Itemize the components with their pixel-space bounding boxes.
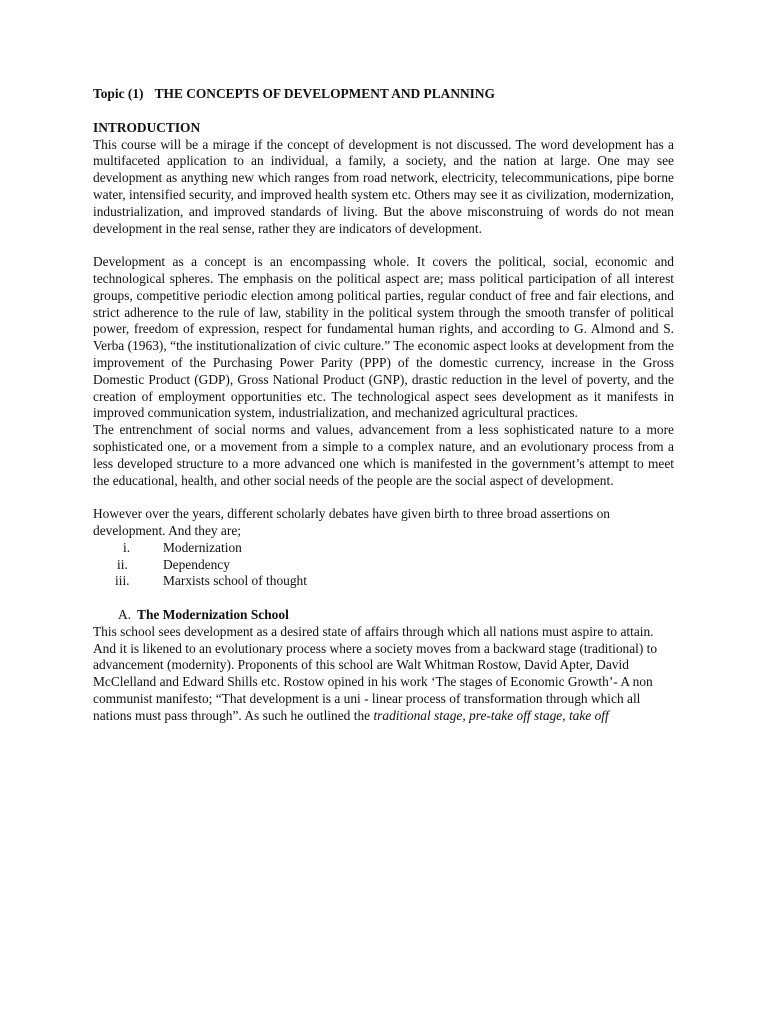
section-a-body — [93, 624, 674, 725]
topic-heading — [93, 86, 674, 103]
list-item-number: ii. — [117, 556, 128, 572]
list-item-label: Dependency — [163, 556, 230, 572]
section-a-body-italic: traditional stage, pre-take off stage, take off — [373, 707, 609, 723]
list-item-number: i. — [123, 539, 131, 555]
list-item — [93, 573, 674, 590]
section-a-letter: A. — [118, 606, 132, 622]
list-item-number: iii. — [115, 573, 130, 589]
section-a-body-text: This school sees development as a desired state of affairs through which all nations must aspire to attain. And it is likened to an evolutionary process where a society moves from a backward stage (traditional) to advancement (modernity). Proponents of this school are Walt Whitman Rostow, David Apter, David McClelland and Edward Shills etc. Rostow opined in his work ‘The stages of Economic Growth’- A non communist manifesto; “That development is a uni - linear process of transformation through which all nations must pass through”. As such he outlined the — [93, 623, 658, 723]
list-item — [93, 540, 674, 557]
list-item — [93, 557, 674, 574]
section-a-title: The Modernization School — [137, 606, 289, 622]
document-page — [93, 86, 674, 724]
paragraph-intro: This course will be a mirage if the concept of development is not discussed. The word development has a multifaceted application to an individual, a family, a society, and the nation at large. One may see development as anything new which ranges from road network, electricity, telecommunications, pipe borne water, intensified security, and improved health system etc. Others may see it as civilization, modernization, industrialization, and improved standards of living. But the above misconstruing of words do not mean development in the real sense, rather they are indicators of development. — [93, 136, 674, 236]
topic-number: Topic (1) — [93, 86, 144, 101]
schools-list — [93, 540, 674, 590]
introduction-heading: INTRODUCTION — [93, 119, 201, 135]
list-item-label: Marxists school of thought — [163, 573, 307, 589]
section-a-heading — [93, 607, 674, 624]
paragraph-assertions: However over the years, different scholarly debates have given birth to three broad assertions on development. And they are; — [93, 506, 610, 538]
paragraph-social: The entrenchment of social norms and values, advancement from a less sophisticated nature to a more sophisticated one, or a movement from a simple to a complex nature, and an evolutionary process from a less developed structure to a more advanced one which is manifested in the government’s attempt to meet the educational, health, and other social needs of the people are the social aspect of development. — [93, 422, 674, 488]
list-item-label: Modernization — [163, 539, 242, 555]
topic-title: THE CONCEPTS OF DEVELOPMENT AND PLANNING — [154, 86, 495, 101]
paragraph-concept: Development as a concept is an encompassing whole. It covers the political, social, economic and technological spheres. The emphasis on the political aspect are; mass political participation of all interest groups, competitive periodic election among political parties, regular conduct of free and fair elections, and strict adherence to the rule of law, stability in the political system through the smooth transfer of political power, freedom of expression, respect for fundamental human rights, and according to G. Almond and S. Verba (1963), “the institutionalization of civic culture.” The economic aspect looks at development from the improvement of the Purchasing Power Parity (PPP) of the domestic currency, increase in the Gross Domestic Product (GDP), Gross National Product (GNP), drastic reduction in the level of poverty, and the creation of employment opportunities etc. The technological aspect sees development as it manifests in improved communication system, industrialization, and mechanized agricultural practices. — [93, 254, 674, 421]
